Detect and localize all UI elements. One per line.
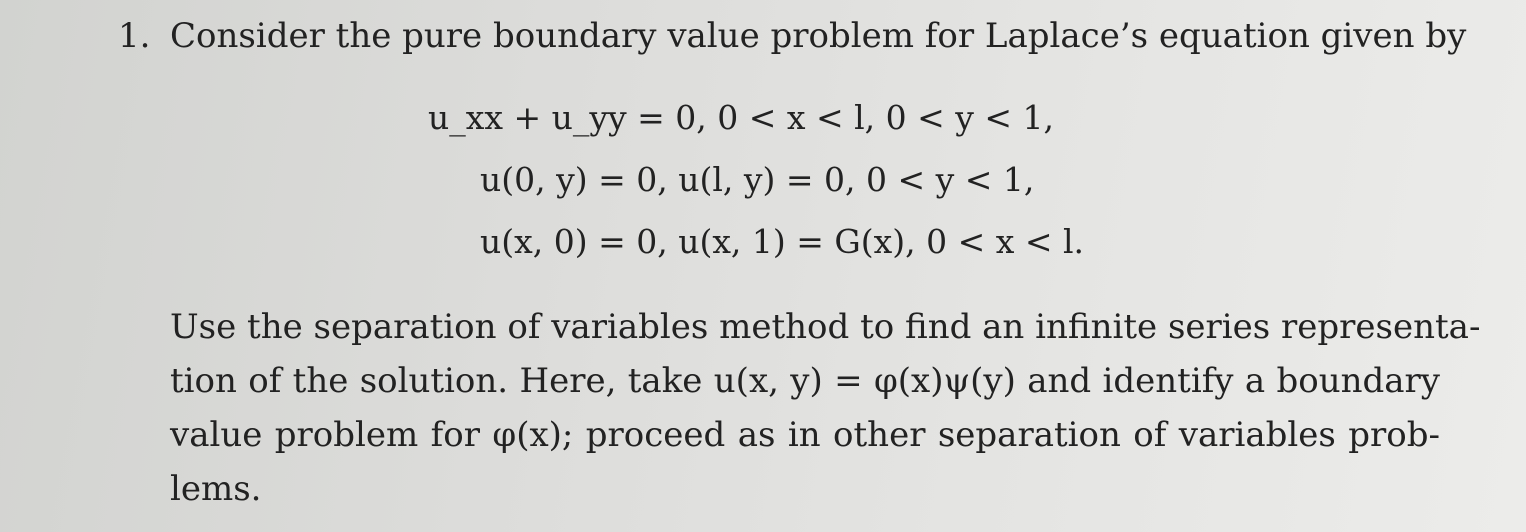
problem-number: 1. xyxy=(118,16,151,56)
paragraph-line: Use the separation of variables method to find an infinite series representa- xyxy=(170,307,1481,347)
paragraph-line: tion of the solution. Here, take u(x, y) = φ(x)ψ(y) and identify a boundary xyxy=(170,361,1440,401)
equation-side-boundary: u(0, y) = 0, u(l, y) = 0, 0 < y < 1, xyxy=(480,160,1035,199)
equation-bottom-top-boundary: u(x, 0) = 0, u(x, 1) = G(x), 0 < x < l. xyxy=(480,222,1085,261)
instruction-paragraph xyxy=(170,300,1481,516)
problem-intro: Consider the pure boundary value problem for Laplace’s equation given by xyxy=(170,16,1467,56)
paragraph-line: lems. xyxy=(170,469,262,509)
paragraph-line: value problem for φ(x); proceed as in other separation of variables prob- xyxy=(170,415,1440,455)
equation-laplace: u_xx + u_yy = 0, 0 < x < l, 0 < y < 1, xyxy=(428,98,1055,137)
